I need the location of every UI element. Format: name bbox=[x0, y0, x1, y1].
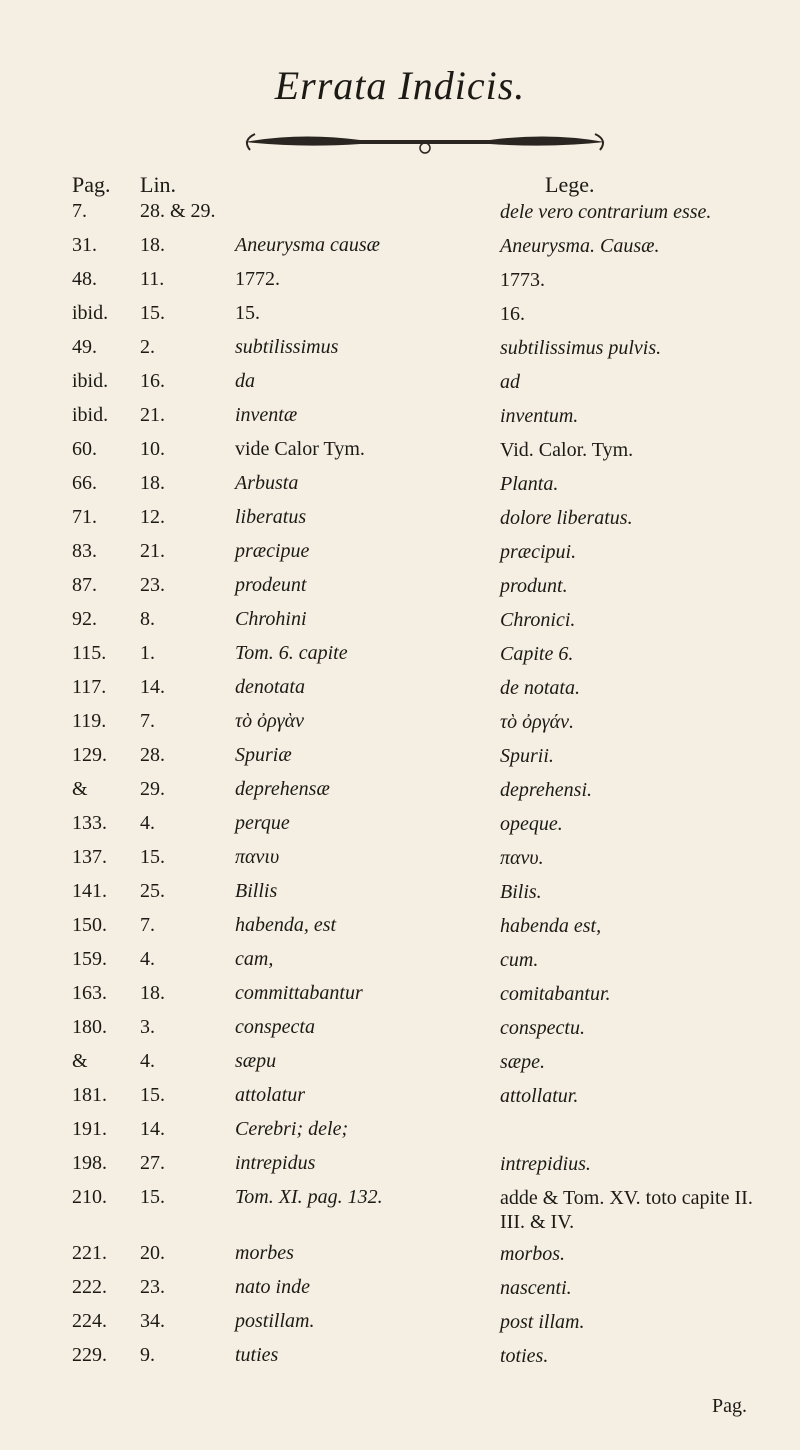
row-correction: habenda est, bbox=[500, 915, 602, 937]
row-correction: ad bbox=[500, 371, 520, 393]
row-page: & bbox=[72, 1050, 88, 1072]
row-line: 4. bbox=[140, 812, 155, 834]
row-page: 71. bbox=[72, 506, 97, 528]
row-erratum: Spuriæ bbox=[235, 744, 292, 766]
row-page: 163. bbox=[72, 982, 107, 1004]
errata-row bbox=[0, 302, 800, 336]
row-erratum: da bbox=[235, 370, 255, 392]
row-page: ibid. bbox=[72, 302, 109, 324]
row-erratum: committabantur bbox=[235, 982, 363, 1004]
row-correction: comitabantur. bbox=[500, 983, 611, 1005]
row-line: 15. bbox=[140, 846, 165, 868]
row-correction: Chronici. bbox=[500, 609, 576, 631]
row-correction: opeque. bbox=[500, 813, 563, 835]
row-correction: præcipui. bbox=[500, 541, 577, 563]
row-line: 14. bbox=[140, 1118, 165, 1140]
row-page: 137. bbox=[72, 846, 107, 868]
row-line: 14. bbox=[140, 676, 165, 698]
row-erratum: Arbusta bbox=[235, 472, 299, 494]
row-page: 150. bbox=[72, 914, 107, 936]
row-page: 222. bbox=[72, 1276, 107, 1298]
row-erratum: sæpu bbox=[235, 1050, 277, 1072]
errata-row bbox=[0, 540, 800, 574]
row-erratum: Chrohini bbox=[235, 608, 307, 630]
row-erratum: attolatur bbox=[235, 1084, 306, 1106]
row-erratum: intrepidus bbox=[235, 1152, 316, 1174]
row-line: 25. bbox=[140, 880, 165, 902]
errata-row bbox=[0, 404, 800, 438]
row-line: 9. bbox=[140, 1344, 155, 1366]
row-page: 119. bbox=[72, 710, 107, 732]
row-correction: post illam. bbox=[500, 1311, 585, 1333]
row-line: 18. bbox=[140, 472, 165, 494]
row-line: 23. bbox=[140, 574, 165, 596]
row-page: 224. bbox=[72, 1310, 107, 1332]
row-correction: Spurii. bbox=[500, 745, 554, 767]
row-page: 191. bbox=[72, 1118, 107, 1140]
errata-row bbox=[0, 1152, 800, 1186]
errata-row bbox=[0, 1310, 800, 1344]
row-correction: attollatur. bbox=[500, 1085, 579, 1107]
row-erratum: vide Calor Tym. bbox=[235, 438, 365, 460]
row-correction: toties. bbox=[500, 1345, 549, 1367]
row-erratum: τὸ ὀργὰν bbox=[235, 710, 305, 732]
row-line: 28. & 29. bbox=[140, 200, 216, 222]
errata-row bbox=[0, 1186, 800, 1242]
row-correction: inventum. bbox=[500, 405, 579, 427]
row-page: & bbox=[72, 778, 88, 800]
row-erratum: cam, bbox=[235, 948, 274, 970]
row-erratum: inventæ bbox=[235, 404, 298, 426]
row-line: 34. bbox=[140, 1310, 165, 1332]
errata-row bbox=[0, 1276, 800, 1310]
errata-row bbox=[0, 438, 800, 472]
row-correction: cum. bbox=[500, 949, 539, 971]
row-line: 15. bbox=[140, 302, 165, 324]
errata-row bbox=[0, 642, 800, 676]
row-correction: de notata. bbox=[500, 677, 580, 699]
row-page: 83. bbox=[72, 540, 97, 562]
errata-row bbox=[0, 778, 800, 812]
row-page: 66. bbox=[72, 472, 97, 494]
row-erratum: Cerebri; dele; bbox=[235, 1118, 349, 1140]
row-erratum: conspecta bbox=[235, 1016, 315, 1038]
row-erratum: Tom. 6. capite bbox=[235, 642, 348, 664]
row-line: 4. bbox=[140, 1050, 155, 1072]
row-correction: Vid. Calor. Tym. bbox=[500, 439, 634, 461]
row-erratum: nato inde bbox=[235, 1276, 310, 1298]
row-page: 87. bbox=[72, 574, 97, 596]
row-page: 60. bbox=[72, 438, 97, 460]
row-erratum: 15. bbox=[235, 302, 260, 324]
errata-row bbox=[0, 744, 800, 778]
row-correction: Bilis. bbox=[500, 881, 542, 903]
row-correction: sæpe. bbox=[500, 1051, 545, 1073]
errata-row bbox=[0, 506, 800, 540]
row-page: 92. bbox=[72, 608, 97, 630]
header-lin: Lin. bbox=[140, 172, 177, 197]
row-erratum: habenda, est bbox=[235, 914, 337, 936]
row-correction: 16. bbox=[500, 303, 525, 325]
errata-row bbox=[0, 880, 800, 914]
row-erratum: tuties bbox=[235, 1344, 279, 1366]
row-page: 129. bbox=[72, 744, 107, 766]
row-erratum: præcipue bbox=[235, 540, 310, 562]
row-correction: 1773. bbox=[500, 269, 545, 291]
row-erratum: 1772. bbox=[235, 268, 280, 290]
ornament-divider bbox=[240, 128, 610, 158]
errata-row bbox=[0, 846, 800, 880]
row-erratum: morbes bbox=[235, 1242, 294, 1264]
row-erratum: liberatus bbox=[235, 506, 307, 528]
row-erratum: Aneurysma causæ bbox=[235, 234, 380, 256]
row-line: 12. bbox=[140, 506, 165, 528]
row-erratum: πανιυ bbox=[235, 846, 280, 868]
row-erratum: Tom. XI. pag. 132. bbox=[235, 1186, 383, 1208]
header-lege: Lege. bbox=[545, 172, 595, 197]
row-correction: nascenti. bbox=[500, 1277, 572, 1299]
row-line: 16. bbox=[140, 370, 165, 392]
row-correction: deprehensi. bbox=[500, 779, 593, 801]
row-page: 49. bbox=[72, 336, 97, 358]
row-line: 11. bbox=[140, 268, 165, 290]
row-line: 23. bbox=[140, 1276, 165, 1298]
row-page: 159. bbox=[72, 948, 107, 970]
row-correction: dolore liberatus. bbox=[500, 507, 633, 529]
row-line: 18. bbox=[140, 982, 165, 1004]
row-erratum: deprehensæ bbox=[235, 778, 330, 800]
row-erratum: postillam. bbox=[235, 1310, 315, 1332]
row-line: 4. bbox=[140, 948, 155, 970]
row-page: 7. bbox=[72, 200, 87, 222]
row-line: 3. bbox=[140, 1016, 155, 1038]
errata-row bbox=[0, 1016, 800, 1050]
row-page: 141. bbox=[72, 880, 107, 902]
row-page: ibid. bbox=[72, 404, 109, 426]
errata-row bbox=[0, 982, 800, 1016]
errata-row bbox=[0, 710, 800, 744]
row-page: ibid. bbox=[72, 370, 109, 392]
errata-row bbox=[0, 1084, 800, 1118]
errata-row bbox=[0, 914, 800, 948]
row-correction: Planta. bbox=[500, 473, 559, 495]
row-correction: Capite 6. bbox=[500, 643, 574, 665]
row-line: 27. bbox=[140, 1152, 165, 1174]
row-page: 180. bbox=[72, 1016, 107, 1038]
errata-row bbox=[0, 472, 800, 506]
row-line: 28. bbox=[140, 744, 165, 766]
row-line: 10. bbox=[140, 438, 165, 460]
row-correction: adde & Tom. XV. toto capite II. III. & IV. bbox=[500, 1187, 753, 1233]
row-erratum: denotata bbox=[235, 676, 305, 698]
row-line: 1. bbox=[140, 642, 155, 664]
row-page: 117. bbox=[72, 676, 107, 698]
errata-list bbox=[0, 200, 800, 1378]
row-correction: Aneurysma. Causæ. bbox=[500, 235, 660, 257]
row-correction: subtilissimus pulvis. bbox=[500, 337, 662, 359]
errata-row bbox=[0, 1118, 800, 1152]
row-line: 15. bbox=[140, 1186, 165, 1208]
row-erratum: Billis bbox=[235, 880, 278, 902]
errata-row bbox=[0, 948, 800, 982]
row-erratum: subtilissimus bbox=[235, 336, 339, 358]
row-correction: conspectu. bbox=[500, 1017, 585, 1039]
row-line: 7. bbox=[140, 914, 155, 936]
errata-row bbox=[0, 608, 800, 642]
page-title: Errata Indicis. bbox=[274, 63, 526, 108]
row-line: 18. bbox=[140, 234, 165, 256]
row-page: 210. bbox=[72, 1186, 107, 1208]
row-page: 48. bbox=[72, 268, 97, 290]
errata-row bbox=[0, 234, 800, 268]
errata-row bbox=[0, 268, 800, 302]
row-page: 133. bbox=[72, 812, 107, 834]
row-line: 21. bbox=[140, 404, 165, 426]
row-correction: τὸ ὀργάν. bbox=[500, 711, 575, 733]
row-page: 229. bbox=[72, 1344, 107, 1366]
errata-row bbox=[0, 370, 800, 404]
row-correction: produnt. bbox=[500, 575, 568, 597]
errata-row bbox=[0, 1050, 800, 1084]
row-page: 198. bbox=[72, 1152, 107, 1174]
errata-row bbox=[0, 574, 800, 608]
row-line: 8. bbox=[140, 608, 155, 630]
header-pag: Pag. bbox=[72, 172, 111, 197]
row-page: 115. bbox=[72, 642, 107, 664]
row-erratum: perque bbox=[235, 812, 290, 834]
row-line: 21. bbox=[140, 540, 165, 562]
errata-row bbox=[0, 1242, 800, 1276]
row-page: 181. bbox=[72, 1084, 107, 1106]
row-correction: πανυ. bbox=[500, 847, 544, 869]
row-erratum: prodeunt bbox=[235, 574, 307, 596]
row-page: 31. bbox=[72, 234, 97, 256]
row-correction: intrepidius. bbox=[500, 1153, 591, 1175]
errata-row bbox=[0, 1344, 800, 1378]
row-line: 29. bbox=[140, 778, 165, 800]
errata-row bbox=[0, 676, 800, 710]
row-correction: morbos. bbox=[500, 1243, 566, 1265]
row-page: 221. bbox=[72, 1242, 107, 1264]
row-line: 7. bbox=[140, 710, 155, 732]
row-line: 20. bbox=[140, 1242, 165, 1264]
row-line: 15. bbox=[140, 1084, 165, 1106]
errata-row bbox=[0, 812, 800, 846]
row-line: 2. bbox=[140, 336, 155, 358]
catchword: Pag. bbox=[712, 1395, 747, 1417]
errata-row bbox=[0, 336, 800, 370]
row-correction: dele vero contrarium esse. bbox=[500, 201, 712, 223]
errata-row bbox=[0, 200, 800, 234]
